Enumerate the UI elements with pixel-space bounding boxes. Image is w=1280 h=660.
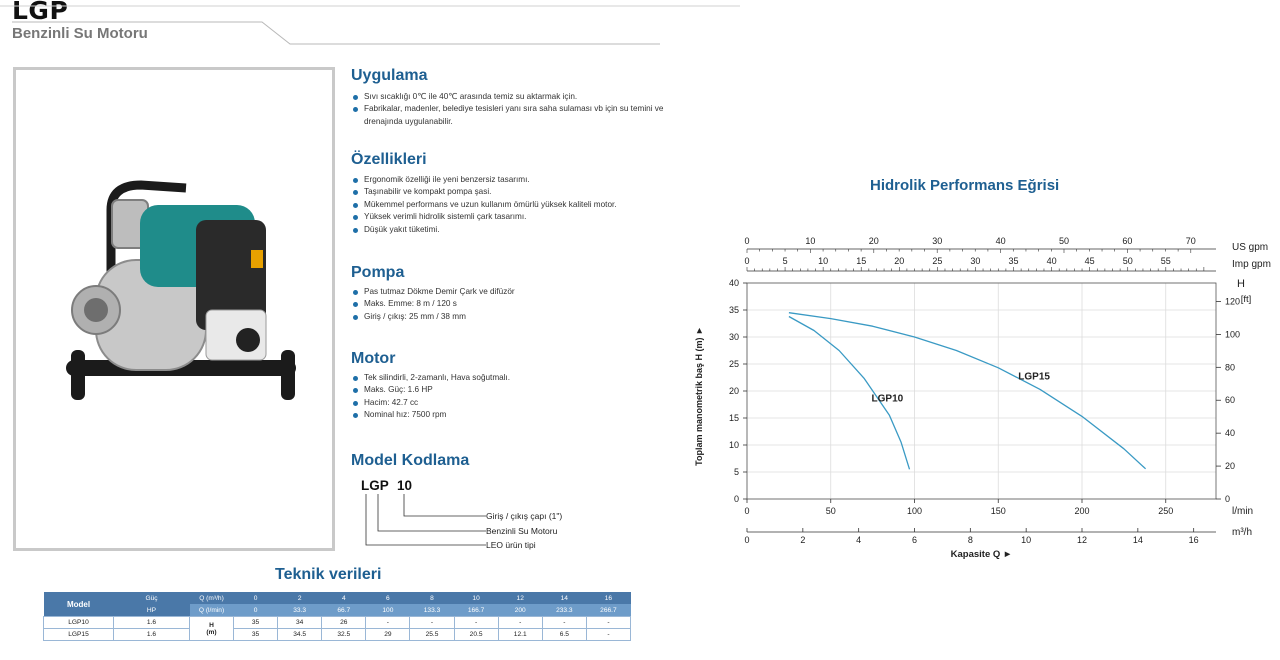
table-cell: 0 (234, 604, 278, 617)
table-cell: - (498, 617, 542, 629)
table-cell: 6 (366, 592, 410, 604)
top-unit-impgpm: Imp gpm (1232, 259, 1271, 270)
usgpm-tick-label: 60 (1122, 236, 1133, 246)
y-tick-label: 25 (728, 359, 739, 369)
table-header-hp: HP (114, 604, 190, 617)
section-title-motor: Motor (351, 350, 396, 367)
ft-tick-label: 0 (1225, 494, 1231, 504)
right-unit-h: H (1237, 278, 1245, 290)
ft-tick-label: 40 (1225, 428, 1236, 439)
top-unit-usgpm: US gpm (1232, 242, 1269, 253)
m3h-tick-label: 12 (1076, 535, 1088, 545)
ft-tick-label: 60 (1225, 395, 1236, 406)
pump-illustration (16, 70, 332, 548)
list-motor (351, 372, 671, 422)
x-axis-label: Kapasite Q ► (950, 549, 1013, 560)
table-cell: 100 (366, 604, 410, 617)
x-tick-label: 50 (825, 506, 836, 516)
m3h-tick-label: 16 (1188, 535, 1199, 545)
list-pompa (351, 286, 671, 323)
code-label-type: LEO ürün tipi (486, 540, 536, 550)
table-cell: 14 (542, 592, 586, 604)
list-item: Giriş / çıkış: 25 mm / 38 mm (351, 311, 671, 323)
table-cell: 32.5 (322, 629, 366, 641)
table-cell-hp: 1.6 (114, 629, 190, 641)
section-title-pompa: Pompa (351, 264, 405, 281)
impgpm-tick-label: 20 (894, 256, 905, 266)
y-axis-label: Toplam manometrik baş H (m) ► (694, 326, 704, 466)
table-header-q-m3h: Q (m³/h) (190, 592, 234, 604)
list-item: Maks. Emme: 8 m / 120 s (351, 298, 671, 310)
table-cell: 0 (234, 592, 278, 604)
y-tick-label: 15 (728, 413, 739, 423)
y-tick-label: 40 (728, 278, 739, 288)
table-cell: 26 (322, 617, 366, 629)
impgpm-tick-label: 10 (818, 256, 829, 266)
table-cell: 35 (234, 629, 278, 641)
table-row (44, 617, 631, 629)
table-cell: 66.7 (322, 604, 366, 617)
table-cell: 20.5 (454, 629, 498, 641)
table-header-guc: Güç (114, 592, 190, 604)
table-row (44, 629, 631, 641)
usgpm-tick-label: 10 (805, 236, 816, 246)
table-cell: 34.5 (278, 629, 322, 641)
usgpm-tick-label: 20 (868, 236, 879, 246)
right-unit-ft: [ft] (1240, 294, 1252, 305)
page-subtitle: Benzinli Su Motoru (12, 25, 148, 42)
impgpm-tick-label: 15 (856, 256, 867, 266)
list-item: Yüksek verimli hidrolik sistemli çark tasarımı. (351, 211, 681, 223)
section-title-model-kodlama: Model Kodlama (351, 452, 470, 469)
model-code-connectors (360, 492, 490, 552)
table-cell: - (586, 629, 630, 641)
list-item: Pas tutmaz Dökme Demir Çark ve difüzör (351, 286, 671, 298)
product-photo (13, 67, 335, 551)
table-header-row (44, 592, 631, 604)
usgpm-tick-label: 50 (1058, 236, 1070, 246)
table-cell: 25.5 (410, 629, 454, 641)
table-cell-model: LGP15 (44, 629, 114, 641)
table-cell: 35 (234, 617, 278, 629)
table-cell: 8 (410, 592, 454, 604)
list-uygulama (351, 91, 676, 128)
table-cell: 12 (498, 592, 542, 604)
ft-tick-label: 80 (1225, 362, 1236, 373)
impgpm-tick-label: 40 (1046, 256, 1057, 266)
code-label-product: Benzinli Su Motoru (486, 526, 558, 536)
m3h-tick-label: 4 (856, 535, 862, 545)
section-title-ozellikler: Özellikleri (351, 151, 427, 168)
impgpm-tick-label: 55 (1160, 256, 1171, 266)
usgpm-tick-label: 70 (1185, 236, 1196, 246)
spec-table (43, 592, 631, 641)
m3h-tick-label: 0 (744, 535, 750, 545)
table-cell: 33.3 (278, 604, 322, 617)
table-cell: - (586, 617, 630, 629)
impgpm-tick-label: 45 (1084, 256, 1095, 266)
impgpm-tick-label: 50 (1122, 256, 1133, 266)
h-symbol: H (209, 621, 214, 629)
series-label-lgp10: LGP10 (871, 393, 904, 405)
table-cell: - (366, 617, 410, 629)
table-cell: 266.7 (586, 604, 630, 617)
table-header-row (44, 604, 631, 617)
table-header-model: Model (44, 592, 114, 617)
x-tick-label: 0 (744, 506, 750, 516)
m3h-tick-label: 2 (800, 535, 806, 545)
list-item: Maks. Güç: 1.6 HP (351, 384, 671, 396)
header-rule (0, 0, 740, 50)
table-cell: 133.3 (410, 604, 454, 617)
impgpm-tick-label: 5 (782, 256, 788, 266)
impgpm-tick-label: 30 (970, 256, 981, 266)
table-cell-model: LGP10 (44, 617, 114, 629)
y-tick-label: 0 (733, 494, 739, 504)
list-ozellikler (351, 174, 681, 236)
impgpm-tick-label: 0 (744, 256, 750, 266)
table-cell: - (542, 617, 586, 629)
table-cell: 34 (278, 617, 322, 629)
impgpm-tick-label: 25 (932, 256, 943, 266)
model-code-prefix: LGP (361, 478, 389, 493)
table-cell: - (454, 617, 498, 629)
performance-chart (680, 225, 1280, 570)
x-tick-label: 200 (1074, 506, 1090, 516)
table-cell: 10 (454, 592, 498, 604)
list-item: Taşınabilir ve kompakt pompa şasi. (351, 186, 681, 198)
m3h-tick-label: 6 (911, 535, 918, 545)
list-item: Ergonomik özelliği ile yeni benzersiz tasarımı. (351, 174, 681, 186)
list-item: Düşük yakıt tüketimi. (351, 224, 681, 236)
table-cell: 16 (586, 592, 630, 604)
usgpm-tick-label: 0 (744, 236, 750, 246)
m3h-tick-label: 14 (1132, 535, 1143, 545)
section-title-teknik: Teknik verileri (275, 566, 382, 583)
table-cell-hp: 1.6 (114, 617, 190, 629)
list-item: Mükemmel performans ve uzun kullanım ömürlü yüksek kaliteli motor. (351, 199, 681, 211)
table-cell: 6.5 (542, 629, 586, 641)
table-cell: 12.1 (498, 629, 542, 641)
y-tick-label: 30 (728, 332, 739, 342)
ft-tick-label: 100 (1225, 329, 1241, 340)
x-unit-lmin: l/min (1232, 506, 1254, 517)
table-cell: 233.3 (542, 604, 586, 617)
x-tick-label: 150 (990, 506, 1006, 516)
ft-tick-label: 120 (1225, 296, 1241, 307)
section-title-uygulama: Uygulama (351, 67, 428, 84)
m3h-tick-label: 10 (1021, 535, 1032, 545)
y-tick-label: 5 (733, 467, 739, 477)
table-cell: 166.7 (454, 604, 498, 617)
chart-title: Hidrolik Performans Eğrisi (870, 177, 1060, 194)
ft-tick-label: 20 (1225, 461, 1236, 472)
list-item: Fabrikalar, madenler, belediye tesisleri yanı sıra saha sulaması vb için su temini ve drenajında uygulanabilir. (351, 103, 676, 128)
table-cell-h-label (190, 617, 234, 641)
table-cell: 29 (366, 629, 410, 641)
table-cell: 200 (498, 604, 542, 617)
list-item: Sıvı sıcaklığı 0℃ ile 40℃ arasında temiz su aktarmak için. (351, 91, 676, 103)
x-tick-label: 250 (1158, 506, 1174, 516)
x-unit-m3h: m³/h (1232, 527, 1252, 538)
series-label-lgp15: LGP15 (1018, 371, 1050, 383)
list-item: Nominal hız: 7500 rpm (351, 409, 671, 421)
code-label-diameter: Giriş / çıkış çapı (1") (486, 511, 563, 521)
table-cell: - (410, 617, 454, 629)
usgpm-tick-label: 30 (932, 236, 943, 246)
h-unit: (m) (206, 628, 217, 636)
impgpm-tick-label: 35 (1008, 256, 1019, 266)
y-tick-label: 35 (728, 305, 739, 315)
list-item: Tek silindirli, 2-zamanlı, Hava soğutmalı. (351, 372, 671, 384)
brand-logo: LGP (12, 0, 69, 25)
model-code-number: 10 (397, 478, 413, 493)
list-item: Hacim: 42.7 cc (351, 397, 671, 409)
table-cell: 4 (322, 592, 366, 604)
y-tick-label: 10 (728, 440, 739, 450)
y-tick-label: 20 (728, 386, 739, 396)
m3h-tick-label: 8 (967, 535, 973, 545)
table-cell: 2 (278, 592, 322, 604)
x-tick-label: 100 (906, 506, 923, 516)
usgpm-tick-label: 40 (995, 236, 1006, 246)
table-header-q-lmin: Q (l/min) (190, 604, 234, 617)
